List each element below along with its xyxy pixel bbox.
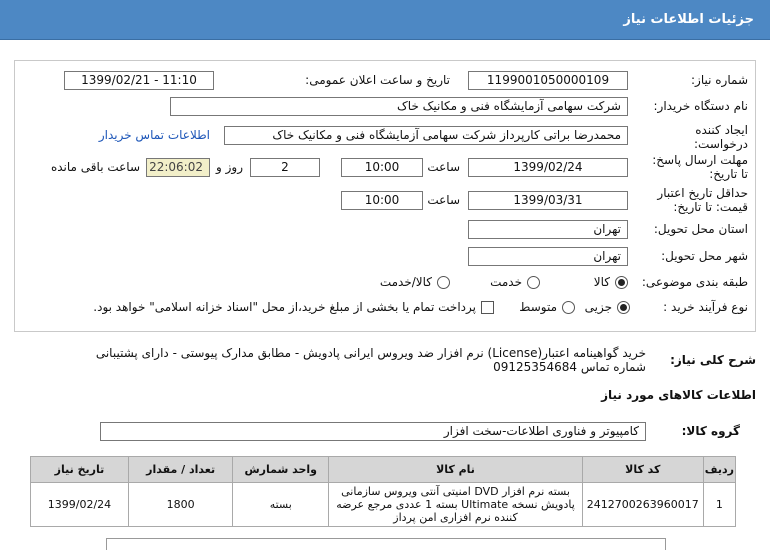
summary-label: شرح کلی نیاز: [670,353,756,367]
purchase-type-label: نوع فرآیند خرید : [663,300,748,314]
deadline-date-field[interactable]: 1399/02/24 [468,158,628,177]
category-option-goods: کالا [593,275,610,289]
validity-label: حداقل تاریخ اعتبار [657,186,748,200]
cell-code: 2412700263960017 [582,483,703,527]
category-radio-goods[interactable] [615,276,628,289]
treasury-checkbox[interactable] [481,301,494,314]
city-field[interactable]: تهران [468,247,628,266]
buyer-field[interactable]: شرکت سهامی آزمایشگاه فنی و مکانیک خاک [170,97,628,116]
deadline-time-label: ساعت [427,160,460,174]
days-label: روز و [216,160,243,174]
buyer-label: نام دستگاه خریدار: [653,99,748,113]
cell-name: بسته نرم افزار DVD امنیتی آنتی ویروس سازمانی پادویش نسخه Ultimate بسته 1 عددی مرجع عرضه کننده نرم افزاری امن پرداز [329,483,583,527]
creator-field[interactable]: محمدرضا براتی کارپرداز شرکت سهامی آزمایشگاه فنی و مکانیک خاک [224,126,628,145]
page-title: جزئیات اطلاعات نیاز [623,12,754,27]
deadline-label: مهلت ارسال پاسخ: [652,153,748,167]
need-number-field[interactable]: 1199001050000109 [468,71,628,90]
items-table-header [31,457,736,483]
days-field[interactable]: 2 [250,158,320,177]
remaining-timer: 22:06:02 [146,158,210,177]
col-name: نام کالا [329,457,583,483]
col-unit: واحد شمارش [233,457,329,483]
validity-date-field[interactable]: 1399/03/31 [468,191,628,210]
purchase-radio-medium[interactable] [562,301,575,314]
cell-unit: بسته [233,483,329,527]
announce-label: تاریخ و ساعت اعلان عمومی: [305,73,450,87]
category-radio-service[interactable] [527,276,540,289]
treasury-note: پرداخت تمام یا بخشی از مبلغ خرید،از محل "اسناد خزانه اسلامی" خواهد بود. [93,300,476,314]
cell-qty: 1800 [128,483,232,527]
need-number-label: شماره نیاز: [691,73,748,87]
col-date: تاریخ نیاز [31,457,129,483]
deadline-label-2: تا تاریخ: [709,167,748,181]
goods-group-label: گروه کالا: [681,424,740,438]
creator-label-2: درخواست: [694,137,748,151]
buyer-contact-link[interactable]: اطلاعات تماس خریدار [98,128,210,142]
col-qty: تعداد / مقدار [128,457,232,483]
goods-section-title: اطلاعات کالاهای مورد نیاز [601,388,756,402]
province-field[interactable]: تهران [468,220,628,239]
cell-date: 1399/02/24 [31,483,129,527]
validity-label-2: قیمت: تا تاریخ: [673,200,748,214]
cell-row: 1 [703,483,735,527]
purchase-option-minor: جزیی [584,300,612,314]
attachments-frame [106,538,666,550]
validity-time-field[interactable]: 10:00 [341,191,423,210]
col-row: ردیف [703,457,735,483]
purchase-radio-minor[interactable] [617,301,630,314]
category-option-both: کالا/خدمت [379,275,432,289]
city-label: شهر محل تحویل: [661,249,748,263]
province-label: استان محل تحویل: [653,222,748,236]
page-header [0,0,770,40]
category-radio-both[interactable] [437,276,450,289]
validity-time-label: ساعت [427,193,460,207]
purchase-option-medium: متوسط [519,300,557,314]
remaining-label: ساعت باقی مانده [50,160,140,174]
announce-field[interactable]: 1399/02/21 - 11:10 [64,71,214,90]
goods-group-field[interactable]: کامپیوتر و فناوری اطلاعات-سخت افزار [100,422,646,441]
category-label: طبقه بندی موضوعی: [641,275,748,289]
creator-label: ایجاد کننده [695,123,748,137]
category-option-service: خدمت [490,275,522,289]
table-row[interactable] [31,483,736,527]
col-code: کد کالا [582,457,703,483]
deadline-time-field[interactable]: 10:00 [341,158,423,177]
items-table [30,456,736,527]
summary-text: خرید گواهینامه اعتبار(License) نرم افزار ضد ویروس ایرانی پادویش - مطابق مدارک پیوستی - دارای پشتیبانی شماره تماس 09125354684 [95,346,646,374]
